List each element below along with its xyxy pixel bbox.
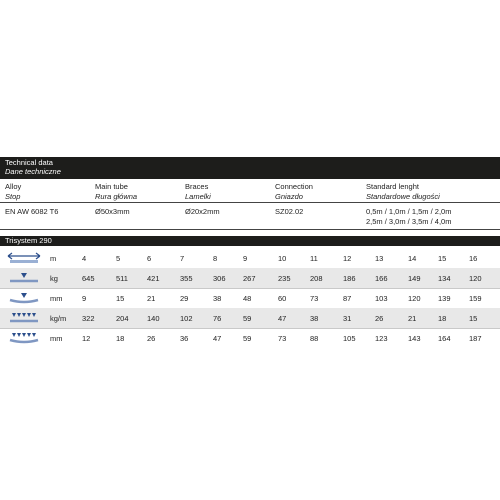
table-cell: 18 — [116, 334, 125, 343]
table-cell: 18 — [438, 314, 447, 323]
technical-data-title: Technical data — [5, 158, 53, 167]
table-cell: 123 — [375, 334, 388, 343]
spec-standard-length — [366, 182, 451, 226]
point-deflection-icon — [6, 291, 42, 305]
table-cell: 102 — [180, 314, 193, 323]
table-cell: 88 — [310, 334, 319, 343]
table-cell: 73 — [278, 334, 287, 343]
table-row — [0, 288, 500, 308]
table-cell: 120 — [469, 274, 482, 283]
table-cell: 47 — [213, 334, 222, 343]
spec-row — [0, 182, 500, 228]
table-cell: 208 — [310, 274, 323, 283]
distributed-deflection-icon — [6, 331, 42, 345]
technical-data-header — [0, 157, 500, 179]
spec-alloy-head: Alloy — [5, 182, 22, 191]
table-cell: 12 — [343, 254, 352, 263]
spec-braces-sub: Lamelki — [185, 191, 211, 201]
table-cell: 267 — [243, 274, 256, 283]
table-cell: 87 — [343, 294, 352, 303]
table-cell: 134 — [438, 274, 451, 283]
distributed-load-icon — [6, 311, 42, 325]
table-cell: 76 — [213, 314, 222, 323]
spec-main-tube-value: Ø50x3mm — [95, 207, 130, 216]
table-cell: 21 — [147, 294, 156, 303]
table-cell: 15 — [438, 254, 447, 263]
table-row — [0, 248, 500, 268]
row-unit: kg — [50, 274, 58, 283]
table-cell: 11 — [310, 254, 318, 263]
table-cell: 12 — [82, 334, 91, 343]
row-unit: kg/m — [50, 314, 67, 323]
table-cell: 59 — [243, 314, 252, 323]
table-cell: 105 — [343, 334, 356, 343]
table-cell: 143 — [408, 334, 421, 343]
table-cell: 48 — [243, 294, 252, 303]
table-cell: 7 — [180, 254, 185, 263]
table-cell: 60 — [278, 294, 287, 303]
spec-alloy-value: EN AW 6082 T6 — [5, 207, 59, 216]
spec-connection-head: Connection — [275, 182, 313, 191]
spec-standard-value-2: 2,5m / 3,0m / 3,5m / 4,0m — [366, 216, 452, 226]
table-cell: 15 — [116, 294, 125, 303]
table-cell: 9 — [82, 294, 87, 303]
table-cell: 14 — [408, 254, 417, 263]
table-row — [0, 268, 500, 288]
spec-standard-head: Standard lenght — [366, 182, 419, 191]
table-cell: 31 — [343, 314, 352, 323]
table-cell: 9 — [243, 254, 248, 263]
row-unit: mm — [50, 334, 63, 343]
spec-standard-value-1: 0,5m / 1,0m / 1,5m / 2,0m — [366, 207, 452, 216]
table-cell: 355 — [180, 274, 193, 283]
table-cell: 8 — [213, 254, 218, 263]
table-cell: 73 — [310, 294, 319, 303]
table-cell: 235 — [278, 274, 291, 283]
technical-data-subtitle: Dane techniczne — [5, 167, 61, 176]
spec-connection-sub: Gniazdo — [275, 191, 303, 201]
table-cell: 26 — [375, 314, 384, 323]
table-cell: 187 — [469, 334, 482, 343]
table-cell: 645 — [82, 274, 95, 283]
table-cell: 511 — [116, 274, 128, 283]
trisystem-title: Trisystem 290 — [5, 236, 52, 245]
table-cell: 204 — [116, 314, 129, 323]
spec-main-tube-head: Main tube — [95, 182, 128, 191]
spec-standard-sub: Standardowe długości — [366, 191, 440, 201]
table-cell: 166 — [375, 274, 388, 283]
spec-connection — [275, 182, 313, 217]
table-cell: 103 — [375, 294, 388, 303]
table-cell: 159 — [469, 294, 482, 303]
table-cell: 16 — [469, 254, 478, 263]
table-row — [0, 328, 500, 348]
table-cell: 5 — [116, 254, 121, 263]
table-cell: 139 — [438, 294, 451, 303]
span-length-icon — [6, 251, 42, 265]
spec-alloy-sub: Stop — [5, 191, 21, 201]
spec-main-tube-sub: Rura główna — [95, 191, 138, 201]
table-cell: 6 — [147, 254, 152, 263]
table-cell: 186 — [343, 274, 356, 283]
spec-divider-bottom — [0, 229, 500, 230]
spec-braces-value: Ø20x2mm — [185, 207, 220, 216]
table-cell: 26 — [147, 334, 156, 343]
spec-connection-value: SZ02.02 — [275, 207, 304, 216]
table-cell: 120 — [408, 294, 421, 303]
table-cell: 306 — [213, 274, 226, 283]
table-cell: 29 — [180, 294, 189, 303]
table-cell: 140 — [147, 314, 160, 323]
table-cell: 47 — [278, 314, 287, 323]
table-cell: 59 — [243, 334, 252, 343]
table-cell: 13 — [375, 254, 384, 263]
table-cell: 421 — [147, 274, 160, 283]
row-unit: mm — [50, 294, 63, 303]
point-load-icon — [6, 271, 42, 285]
table-cell: 38 — [310, 314, 319, 323]
table-row — [0, 308, 500, 328]
table-cell: 21 — [408, 314, 417, 323]
table-cell: 4 — [82, 254, 87, 263]
row-unit: m — [50, 254, 57, 263]
table-cell: 149 — [408, 274, 421, 283]
table-cell: 38 — [213, 294, 222, 303]
trisystem-header — [0, 236, 500, 246]
table-cell: 164 — [438, 334, 451, 343]
spec-braces-head: Braces — [185, 182, 209, 191]
table-cell: 322 — [82, 314, 95, 323]
table-cell: 15 — [469, 314, 478, 323]
spec-braces — [185, 182, 220, 217]
spec-main-tube — [95, 182, 137, 217]
table-cell: 36 — [180, 334, 189, 343]
table-cell: 10 — [278, 254, 287, 263]
spec-divider-top — [0, 202, 500, 203]
spec-alloy — [5, 182, 58, 217]
